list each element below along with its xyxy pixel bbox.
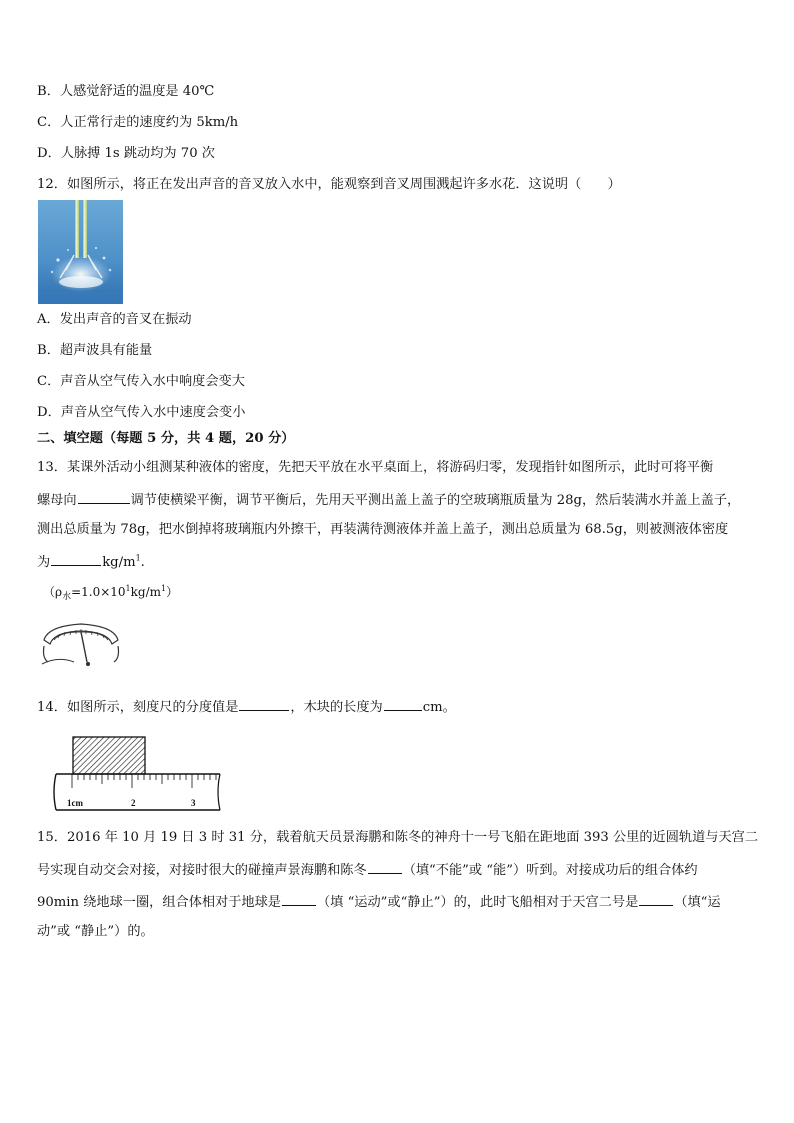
q13-line-2 [37, 490, 740, 510]
ruler-block-figure [52, 732, 222, 814]
q12-option-b: B．超声波具有能量 [37, 343, 153, 358]
q15-text: 90min 绕地球一圈，组合体相对于地球是 [37, 895, 281, 910]
q15-text: （填“运 [674, 895, 721, 910]
ruler-label-2: 2 [131, 798, 136, 808]
q13-text: 调节使横梁平衡，调节平衡后，先用天平测出盖上盖子的空玻璃瓶质量为 28g，然后装满水并盖上盖子， [130, 493, 741, 508]
q14-answer-blank-2[interactable] [384, 697, 422, 711]
q11-option-d: D．人脉搏 1s 跳动均为 70 次 [37, 146, 215, 161]
note-text: =1.0×10 [71, 585, 126, 599]
q13-line-3: 测出总质量为 78g，把水倒掉将玻璃瓶内外擦干，再装满待测液体并盖上盖子，测出总质量为 68.5g，则被测液体密度 [37, 522, 729, 537]
q13-water-density-note [43, 583, 178, 603]
q14-text: cm。 [422, 700, 456, 715]
balance-pointer-figure [38, 618, 124, 670]
tuning-fork-water-image [38, 200, 123, 304]
q12-option-a: A．发出声音的音叉在振动 [37, 312, 192, 327]
q14-text: 14．如图所示，刻度尺的分度值是 [37, 700, 239, 715]
ruler-label-1cm: 1cm [67, 798, 83, 808]
q13-line-1: 13．某课外活动小组测某种液体的密度，先把天平放在水平桌面上，将游码归零，发现指针如图所示，此时可将平衡 [37, 460, 714, 475]
q14-text: ，木块的长度为 [290, 700, 383, 715]
q15-line-3 [37, 892, 721, 912]
q14-line [37, 697, 456, 717]
q15-line-4: 动”或 “静止”）的。 [37, 924, 154, 939]
q13-text: 为 [37, 555, 51, 570]
q15-text: （填“不能”或 “能”）听到。对接成功后的组合体约 [402, 863, 698, 878]
q15-answer-blank-1[interactable] [368, 860, 402, 874]
q12-option-d: D．声音从空气传入水中速度会变小 [37, 405, 246, 420]
ruler-label-3: 3 [191, 798, 196, 808]
q13-unit-exponent: 1 [135, 553, 141, 563]
q13-unit: kg/m [102, 555, 136, 570]
note-subscript: 水 [62, 592, 72, 602]
q12-option-c: C．声音从空气传入水中响度会变大 [37, 374, 245, 389]
q15-line-2 [37, 860, 698, 880]
q13-text: 螺母向 [37, 493, 77, 508]
q13-line-4 [37, 552, 145, 572]
note-exponent: 1 [125, 584, 131, 593]
note-exponent: 1 [161, 584, 167, 593]
q13-text: . [140, 555, 145, 570]
q15-text: （填 “运动”或“静止”）的，此时飞船相对于天宫二号是 [317, 895, 639, 910]
q14-answer-blank-1[interactable] [239, 697, 289, 711]
q13-answer-blank-1[interactable] [78, 490, 130, 504]
note-text: kg/m [130, 585, 162, 599]
note-text: （ρ [43, 585, 63, 599]
note-text: ） [166, 585, 179, 599]
q15-answer-blank-3[interactable] [639, 892, 673, 906]
section-2-heading: 二、填空题（每题 5 分，共 4 题，20 分） [37, 431, 295, 446]
q11-option-c: C．人正常行走的速度约为 5km/h [37, 115, 239, 130]
q15-answer-blank-2[interactable] [282, 892, 316, 906]
q15-line-1: 15．2016 年 10 月 19 日 3 时 31 分，载着航天员景海鹏和陈冬的神舟十一号飞船在距地面 393 公里的近圆轨道与天宫二 [37, 830, 759, 845]
wooden-block [73, 737, 145, 774]
q13-answer-blank-2[interactable] [51, 552, 101, 566]
q11-option-b: B．人感觉舒适的温度是 40℃ [37, 84, 215, 99]
q15-text: 号实现自动交会对接，对接时很大的碰撞声景海鹏和陈冬 [37, 863, 367, 878]
q12-stem: 12．如图所示，将正在发出声音的音叉放入水中，能观察到音叉周围溅起许多水花．这说明（ ） [37, 177, 621, 192]
